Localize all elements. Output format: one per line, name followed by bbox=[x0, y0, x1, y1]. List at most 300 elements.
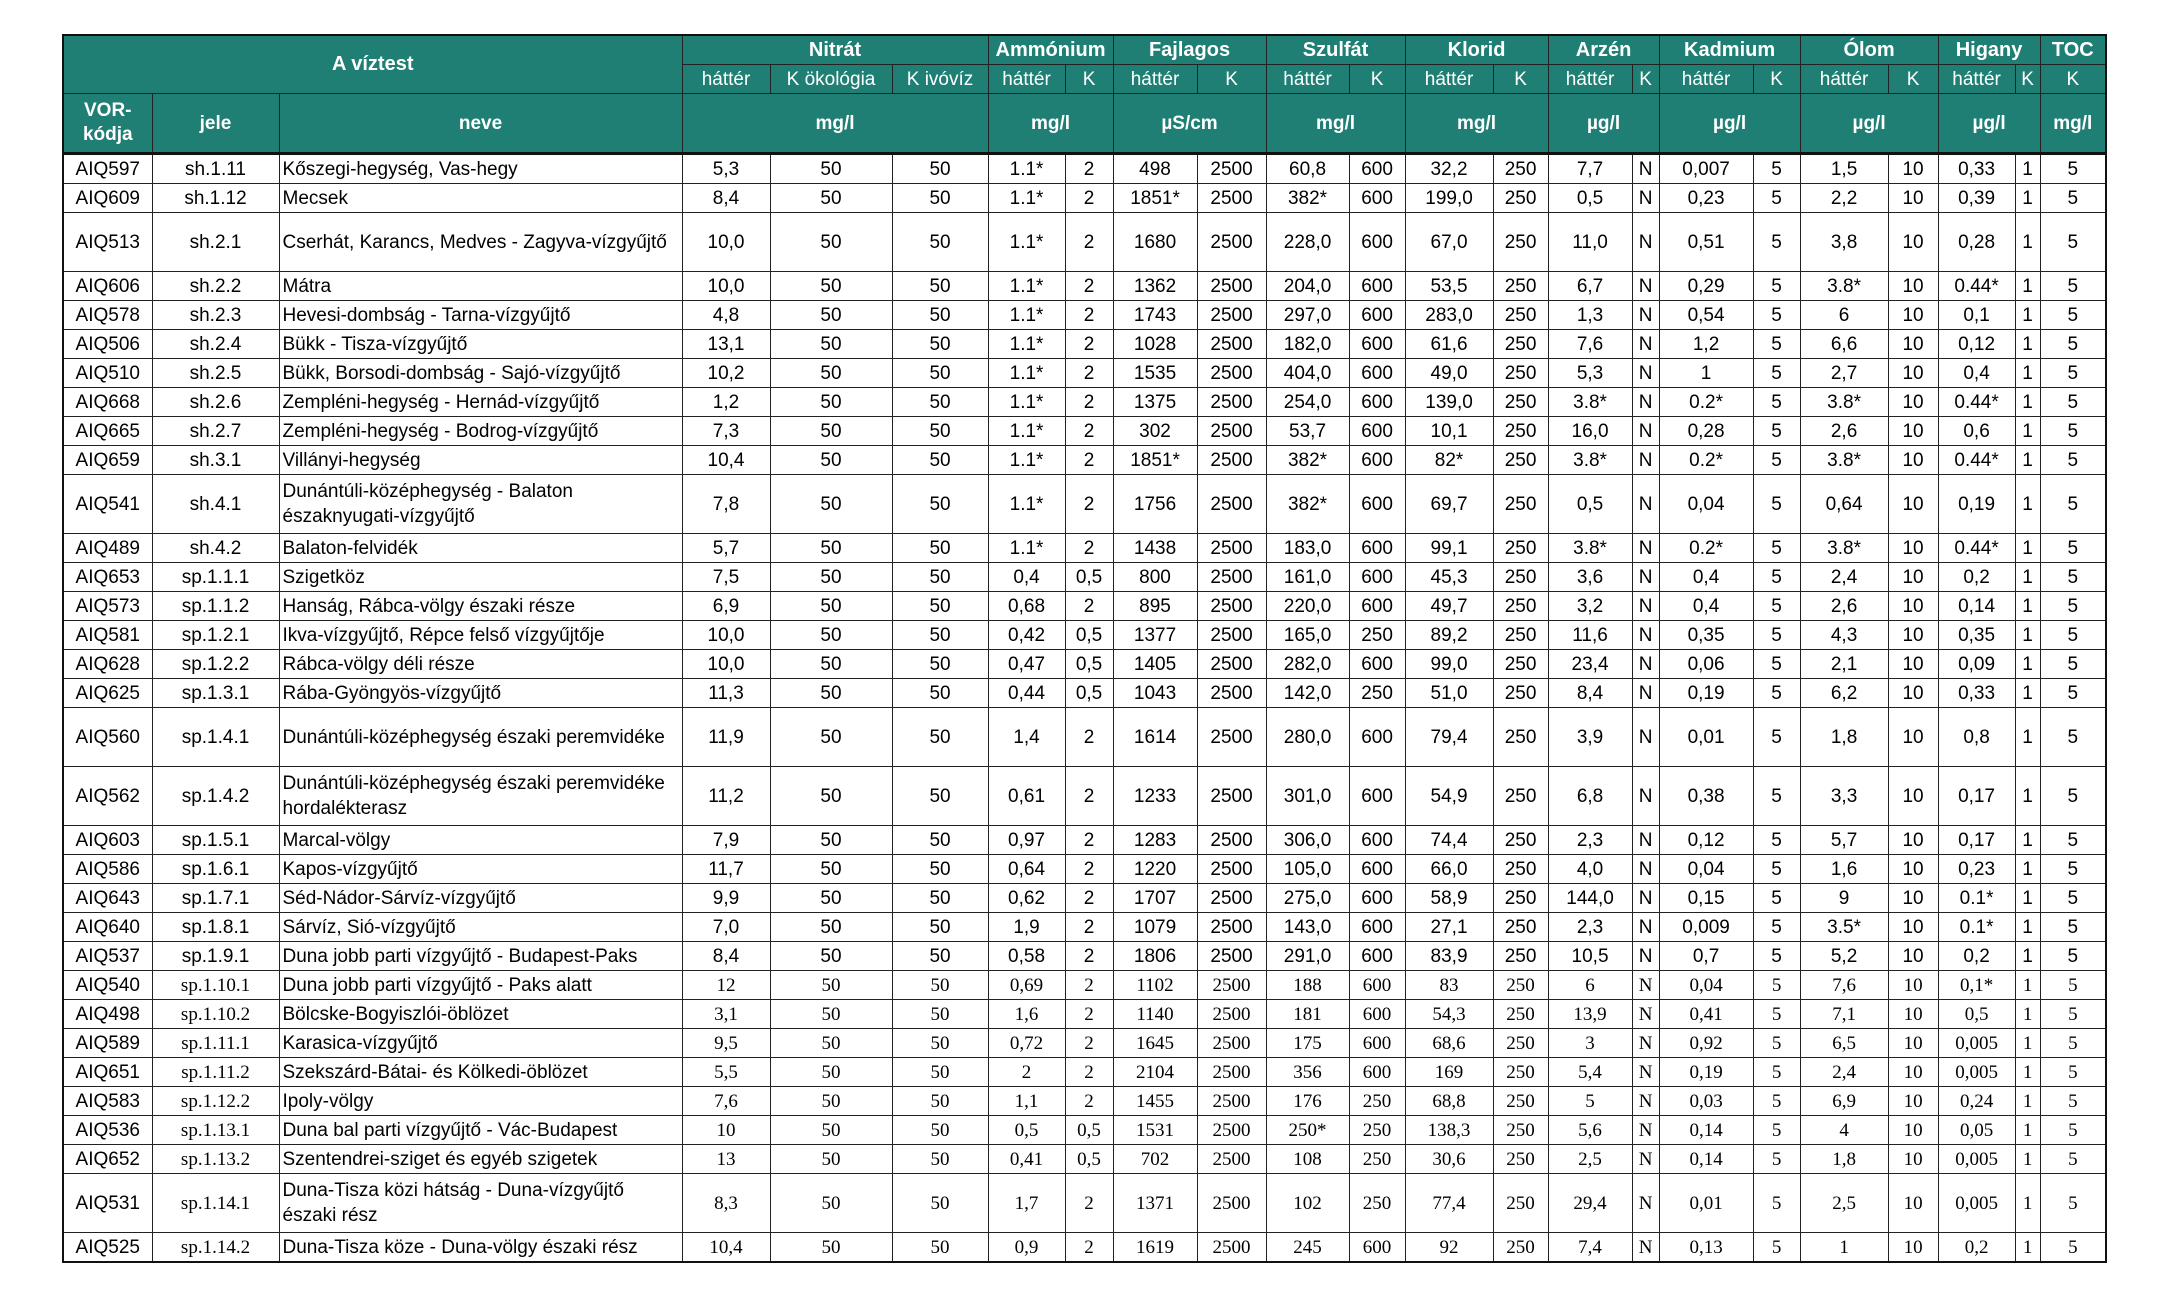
cell-ammonium-k: 2 bbox=[1065, 330, 1113, 359]
cell-fajlagos-hatter: 1851* bbox=[1113, 184, 1197, 213]
cell-fajlagos-hatter: 2104 bbox=[1113, 1058, 1197, 1087]
table-row bbox=[63, 272, 2106, 301]
cell-olom-hatter: 0,64 bbox=[1800, 475, 1888, 534]
cell-nitrat-k-okologia: 50 bbox=[770, 1029, 892, 1058]
header-sub: háttér bbox=[1405, 65, 1493, 94]
header-unit: mg/l bbox=[2040, 94, 2106, 154]
cell-klorid-hatter: 79,4 bbox=[1405, 708, 1493, 767]
cell-szulfat-hatter: 275,0 bbox=[1266, 884, 1349, 913]
cell-nitrat-k-ivoviz: 50 bbox=[892, 417, 988, 446]
cell-klorid-hatter: 61,6 bbox=[1405, 330, 1493, 359]
cell-klorid-hatter: 283,0 bbox=[1405, 301, 1493, 330]
cell-olom-k: 10 bbox=[1888, 272, 1938, 301]
table-row bbox=[63, 301, 2106, 330]
cell-vor-code: AIQ665 bbox=[63, 417, 152, 446]
cell-higany-k: 1 bbox=[2015, 1145, 2040, 1174]
cell-nitrat-k-ivoviz: 50 bbox=[892, 767, 988, 826]
cell-olom-k: 10 bbox=[1888, 330, 1938, 359]
cell-klorid-hatter: 66,0 bbox=[1405, 855, 1493, 884]
cell-jele: sp.1.4.1 bbox=[152, 708, 279, 767]
cell-arzen-k: N bbox=[1632, 913, 1659, 942]
cell-vor-code: AIQ628 bbox=[63, 650, 152, 679]
cell-szulfat-hatter: 382* bbox=[1266, 446, 1349, 475]
cell-szulfat-hatter: 280,0 bbox=[1266, 708, 1349, 767]
cell-higany-k: 1 bbox=[2015, 475, 2040, 534]
header-unit: µg/l bbox=[1800, 94, 1938, 154]
cell-ammonium-k: 2 bbox=[1065, 475, 1113, 534]
cell-vor-code: AIQ489 bbox=[63, 534, 152, 563]
cell-arzen-k: N bbox=[1632, 1058, 1659, 1087]
cell-kadmium-k: 5 bbox=[1753, 650, 1800, 679]
cell-ammonium-hatter: 2 bbox=[988, 1058, 1065, 1087]
cell-vor-code: AIQ581 bbox=[63, 621, 152, 650]
cell-kadmium-k: 5 bbox=[1753, 621, 1800, 650]
cell-nitrat-hatter: 10,0 bbox=[682, 272, 770, 301]
cell-higany-hatter: 0,2 bbox=[1938, 563, 2015, 592]
header-sub: K ökológia bbox=[770, 65, 892, 94]
cell-klorid-hatter: 92 bbox=[1405, 1233, 1493, 1263]
cell-olom-hatter: 3.8* bbox=[1800, 446, 1888, 475]
cell-nitrat-hatter: 13 bbox=[682, 1145, 770, 1174]
cell-szulfat-hatter: 188 bbox=[1266, 971, 1349, 1000]
cell-higany-k: 1 bbox=[2015, 679, 2040, 708]
cell-vor-code: AIQ668 bbox=[63, 388, 152, 417]
cell-nitrat-hatter: 9,9 bbox=[682, 884, 770, 913]
cell-kadmium-hatter: 0,41 bbox=[1659, 1000, 1753, 1029]
cell-neve: Duna bal parti vízgyűjtő - Vác-Budapest bbox=[279, 1116, 682, 1145]
cell-toc-k: 5 bbox=[2040, 1233, 2106, 1263]
cell-toc-k: 5 bbox=[2040, 475, 2106, 534]
cell-fajlagos-hatter: 1851* bbox=[1113, 446, 1197, 475]
cell-arzen-hatter: 7,7 bbox=[1548, 154, 1632, 184]
cell-arzen-k: N bbox=[1632, 767, 1659, 826]
cell-neve: Dunántúli-középhegység északi peremvidéke bbox=[279, 708, 682, 767]
cell-higany-hatter: 0.1* bbox=[1938, 913, 2015, 942]
cell-klorid-hatter: 67,0 bbox=[1405, 213, 1493, 272]
cell-arzen-hatter: 0,5 bbox=[1548, 475, 1632, 534]
cell-olom-hatter: 2,5 bbox=[1800, 1174, 1888, 1233]
cell-klorid-k: 250 bbox=[1493, 621, 1548, 650]
cell-nitrat-k-ivoviz: 50 bbox=[892, 446, 988, 475]
cell-klorid-hatter: 30,6 bbox=[1405, 1145, 1493, 1174]
cell-kadmium-k: 5 bbox=[1753, 184, 1800, 213]
table-row bbox=[63, 855, 2106, 884]
cell-arzen-hatter: 2,3 bbox=[1548, 913, 1632, 942]
cell-szulfat-k: 600 bbox=[1349, 1058, 1405, 1087]
cell-nitrat-hatter: 4,8 bbox=[682, 301, 770, 330]
cell-fajlagos-k: 2500 bbox=[1197, 184, 1266, 213]
cell-ammonium-hatter: 0,61 bbox=[988, 767, 1065, 826]
cell-fajlagos-k: 2500 bbox=[1197, 475, 1266, 534]
cell-olom-hatter: 2,6 bbox=[1800, 417, 1888, 446]
cell-nitrat-hatter: 7,6 bbox=[682, 1087, 770, 1116]
cell-arzen-k: N bbox=[1632, 184, 1659, 213]
cell-higany-hatter: 0.44* bbox=[1938, 446, 2015, 475]
cell-ammonium-k: 2 bbox=[1065, 359, 1113, 388]
cell-olom-hatter: 1,8 bbox=[1800, 1145, 1888, 1174]
cell-szulfat-k: 600 bbox=[1349, 650, 1405, 679]
cell-fajlagos-k: 2500 bbox=[1197, 913, 1266, 942]
header-group-szulfat: Szulfát bbox=[1266, 35, 1405, 65]
cell-klorid-k: 250 bbox=[1493, 154, 1548, 184]
cell-szulfat-k: 250 bbox=[1349, 1087, 1405, 1116]
cell-szulfat-hatter: 175 bbox=[1266, 1029, 1349, 1058]
cell-arzen-k: N bbox=[1632, 475, 1659, 534]
cell-neve: Séd-Nádor-Sárvíz-vízgyűjtő bbox=[279, 884, 682, 913]
cell-nitrat-hatter: 5,3 bbox=[682, 154, 770, 184]
cell-ammonium-hatter: 1.1* bbox=[988, 272, 1065, 301]
cell-vor-code: AIQ609 bbox=[63, 184, 152, 213]
cell-ammonium-hatter: 1.1* bbox=[988, 154, 1065, 184]
cell-klorid-k: 250 bbox=[1493, 330, 1548, 359]
cell-kadmium-hatter: 0,28 bbox=[1659, 417, 1753, 446]
cell-olom-hatter: 1,5 bbox=[1800, 154, 1888, 184]
cell-szulfat-hatter: 165,0 bbox=[1266, 621, 1349, 650]
cell-nitrat-hatter: 13,1 bbox=[682, 330, 770, 359]
cell-szulfat-hatter: 181 bbox=[1266, 1000, 1349, 1029]
cell-klorid-k: 250 bbox=[1493, 301, 1548, 330]
header-sub: háttér bbox=[1938, 65, 2015, 94]
cell-klorid-k: 250 bbox=[1493, 1058, 1548, 1087]
cell-nitrat-k-ivoviz: 50 bbox=[892, 213, 988, 272]
cell-toc-k: 5 bbox=[2040, 679, 2106, 708]
cell-jele: sp.1.8.1 bbox=[152, 913, 279, 942]
cell-szulfat-hatter: 382* bbox=[1266, 184, 1349, 213]
cell-toc-k: 5 bbox=[2040, 650, 2106, 679]
cell-nitrat-k-okologia: 50 bbox=[770, 1116, 892, 1145]
cell-nitrat-hatter: 10,0 bbox=[682, 213, 770, 272]
cell-nitrat-hatter: 8,4 bbox=[682, 942, 770, 971]
cell-ammonium-k: 2 bbox=[1065, 446, 1113, 475]
cell-higany-hatter: 0,28 bbox=[1938, 213, 2015, 272]
cell-arzen-k: N bbox=[1632, 592, 1659, 621]
cell-klorid-hatter: 58,9 bbox=[1405, 884, 1493, 913]
cell-ammonium-hatter: 1,4 bbox=[988, 708, 1065, 767]
cell-nitrat-k-ivoviz: 50 bbox=[892, 388, 988, 417]
cell-kadmium-k: 5 bbox=[1753, 913, 1800, 942]
cell-olom-k: 10 bbox=[1888, 913, 1938, 942]
cell-nitrat-k-ivoviz: 50 bbox=[892, 1058, 988, 1087]
cell-neve: Kőszegi-hegység, Vas-hegy bbox=[279, 154, 682, 184]
cell-kadmium-hatter: 0,4 bbox=[1659, 563, 1753, 592]
cell-kadmium-hatter: 0.2* bbox=[1659, 446, 1753, 475]
cell-fajlagos-hatter: 1707 bbox=[1113, 884, 1197, 913]
cell-higany-k: 1 bbox=[2015, 388, 2040, 417]
header-group-ammonium: Ammónium bbox=[988, 35, 1113, 65]
cell-klorid-k: 250 bbox=[1493, 1145, 1548, 1174]
cell-jele: sp.1.9.1 bbox=[152, 942, 279, 971]
cell-klorid-hatter: 89,2 bbox=[1405, 621, 1493, 650]
cell-klorid-k: 250 bbox=[1493, 213, 1548, 272]
cell-szulfat-hatter: 382* bbox=[1266, 475, 1349, 534]
cell-ammonium-hatter: 1.1* bbox=[988, 330, 1065, 359]
cell-kadmium-hatter: 0,12 bbox=[1659, 826, 1753, 855]
cell-neve: Cserhát, Karancs, Medves - Zagyva-vízgyűjtő bbox=[279, 213, 682, 272]
cell-kadmium-hatter: 0.2* bbox=[1659, 534, 1753, 563]
cell-higany-k: 1 bbox=[2015, 971, 2040, 1000]
cell-higany-hatter: 0,17 bbox=[1938, 767, 2015, 826]
cell-klorid-hatter: 169 bbox=[1405, 1058, 1493, 1087]
cell-toc-k: 5 bbox=[2040, 330, 2106, 359]
cell-olom-hatter: 4 bbox=[1800, 1116, 1888, 1145]
cell-kadmium-hatter: 1 bbox=[1659, 359, 1753, 388]
cell-szulfat-hatter: 220,0 bbox=[1266, 592, 1349, 621]
cell-jele: sh.3.1 bbox=[152, 446, 279, 475]
cell-kadmium-hatter: 0,04 bbox=[1659, 971, 1753, 1000]
cell-ammonium-k: 0,5 bbox=[1065, 679, 1113, 708]
cell-olom-k: 10 bbox=[1888, 534, 1938, 563]
cell-kadmium-hatter: 0,14 bbox=[1659, 1145, 1753, 1174]
table-row bbox=[63, 767, 2106, 826]
cell-ammonium-k: 2 bbox=[1065, 213, 1113, 272]
cell-olom-hatter: 7,6 bbox=[1800, 971, 1888, 1000]
cell-ammonium-k: 2 bbox=[1065, 1174, 1113, 1233]
cell-kadmium-hatter: 0,38 bbox=[1659, 767, 1753, 826]
header-sub: K bbox=[1197, 65, 1266, 94]
header-sub: K bbox=[1349, 65, 1405, 94]
cell-arzen-hatter: 144,0 bbox=[1548, 884, 1632, 913]
cell-arzen-k: N bbox=[1632, 272, 1659, 301]
cell-nitrat-k-okologia: 50 bbox=[770, 272, 892, 301]
cell-higany-k: 1 bbox=[2015, 1233, 2040, 1263]
cell-szulfat-k: 600 bbox=[1349, 884, 1405, 913]
cell-higany-hatter: 0,6 bbox=[1938, 417, 2015, 446]
cell-nitrat-hatter: 7,0 bbox=[682, 913, 770, 942]
cell-nitrat-k-okologia: 50 bbox=[770, 446, 892, 475]
cell-jele: sp.1.14.2 bbox=[152, 1233, 279, 1263]
cell-nitrat-hatter: 11,3 bbox=[682, 679, 770, 708]
cell-ammonium-k: 2 bbox=[1065, 388, 1113, 417]
cell-kadmium-k: 5 bbox=[1753, 330, 1800, 359]
cell-fajlagos-hatter: 1405 bbox=[1113, 650, 1197, 679]
cell-jele: sp.1.3.1 bbox=[152, 679, 279, 708]
cell-olom-k: 10 bbox=[1888, 767, 1938, 826]
cell-arzen-hatter: 29,4 bbox=[1548, 1174, 1632, 1233]
cell-fajlagos-hatter: 1079 bbox=[1113, 913, 1197, 942]
cell-olom-hatter: 1,6 bbox=[1800, 855, 1888, 884]
cell-ammonium-hatter: 1.1* bbox=[988, 388, 1065, 417]
cell-olom-hatter: 6,2 bbox=[1800, 679, 1888, 708]
cell-nitrat-k-okologia: 50 bbox=[770, 1087, 892, 1116]
cell-nitrat-hatter: 3,1 bbox=[682, 1000, 770, 1029]
cell-olom-k: 10 bbox=[1888, 446, 1938, 475]
cell-jele: sp.1.2.2 bbox=[152, 650, 279, 679]
cell-jele: sh.2.3 bbox=[152, 301, 279, 330]
cell-szulfat-k: 250 bbox=[1349, 1174, 1405, 1233]
cell-neve: Hanság, Rábca-völgy északi része bbox=[279, 592, 682, 621]
cell-arzen-k: N bbox=[1632, 1174, 1659, 1233]
cell-jele: sh.2.6 bbox=[152, 388, 279, 417]
cell-arzen-hatter: 7,6 bbox=[1548, 330, 1632, 359]
cell-ammonium-k: 0,5 bbox=[1065, 1145, 1113, 1174]
cell-kadmium-k: 5 bbox=[1753, 942, 1800, 971]
cell-kadmium-hatter: 0,14 bbox=[1659, 1116, 1753, 1145]
cell-nitrat-k-okologia: 50 bbox=[770, 417, 892, 446]
cell-klorid-hatter: 199,0 bbox=[1405, 184, 1493, 213]
cell-kadmium-hatter: 0,15 bbox=[1659, 884, 1753, 913]
cell-fajlagos-k: 2500 bbox=[1197, 272, 1266, 301]
cell-kadmium-hatter: 0,009 bbox=[1659, 913, 1753, 942]
cell-kadmium-k: 5 bbox=[1753, 971, 1800, 1000]
cell-toc-k: 5 bbox=[2040, 359, 2106, 388]
cell-szulfat-hatter: 254,0 bbox=[1266, 388, 1349, 417]
cell-nitrat-k-ivoviz: 50 bbox=[892, 330, 988, 359]
cell-jele: sp.1.14.1 bbox=[152, 1174, 279, 1233]
cell-fajlagos-k: 2500 bbox=[1197, 534, 1266, 563]
cell-nitrat-k-okologia: 50 bbox=[770, 154, 892, 184]
cell-ammonium-hatter: 0,72 bbox=[988, 1029, 1065, 1058]
cell-higany-k: 1 bbox=[2015, 213, 2040, 272]
data-table bbox=[62, 34, 2107, 1263]
header-group-higany: Higany bbox=[1938, 35, 2040, 65]
cell-ammonium-k: 2 bbox=[1065, 1233, 1113, 1263]
cell-toc-k: 5 bbox=[2040, 1174, 2106, 1233]
cell-ammonium-k: 2 bbox=[1065, 592, 1113, 621]
cell-higany-hatter: 0,2 bbox=[1938, 1233, 2015, 1263]
cell-higany-hatter: 0,33 bbox=[1938, 679, 2015, 708]
cell-ammonium-hatter: 0,44 bbox=[988, 679, 1065, 708]
cell-ammonium-hatter: 0,58 bbox=[988, 942, 1065, 971]
header-sub: K bbox=[2040, 65, 2106, 94]
cell-kadmium-k: 5 bbox=[1753, 826, 1800, 855]
cell-fajlagos-hatter: 1140 bbox=[1113, 1000, 1197, 1029]
cell-szulfat-hatter: 306,0 bbox=[1266, 826, 1349, 855]
cell-higany-hatter: 0.44* bbox=[1938, 388, 2015, 417]
cell-ammonium-hatter: 0,9 bbox=[988, 1233, 1065, 1263]
table-row bbox=[63, 534, 2106, 563]
cell-olom-hatter: 3.8* bbox=[1800, 388, 1888, 417]
cell-vor-code: AIQ586 bbox=[63, 855, 152, 884]
cell-vor-code: AIQ589 bbox=[63, 1029, 152, 1058]
header-group-fajlagos: Fajlagos bbox=[1113, 35, 1266, 65]
cell-kadmium-hatter: 0,23 bbox=[1659, 184, 1753, 213]
cell-nitrat-k-ivoviz: 50 bbox=[892, 1174, 988, 1233]
cell-szulfat-k: 600 bbox=[1349, 534, 1405, 563]
cell-klorid-k: 250 bbox=[1493, 1029, 1548, 1058]
cell-kadmium-hatter: 0,01 bbox=[1659, 708, 1753, 767]
cell-nitrat-k-okologia: 50 bbox=[770, 359, 892, 388]
cell-klorid-hatter: 83 bbox=[1405, 971, 1493, 1000]
header-unit: µg/l bbox=[1548, 94, 1659, 154]
cell-toc-k: 5 bbox=[2040, 1000, 2106, 1029]
table-row bbox=[63, 1233, 2106, 1263]
cell-fajlagos-hatter: 1028 bbox=[1113, 330, 1197, 359]
cell-arzen-k: N bbox=[1632, 855, 1659, 884]
cell-kadmium-k: 5 bbox=[1753, 388, 1800, 417]
table-row bbox=[63, 621, 2106, 650]
cell-fajlagos-k: 2500 bbox=[1197, 708, 1266, 767]
cell-olom-hatter: 3.5* bbox=[1800, 913, 1888, 942]
cell-szulfat-k: 600 bbox=[1349, 388, 1405, 417]
cell-higany-hatter: 0,12 bbox=[1938, 330, 2015, 359]
cell-szulfat-k: 250 bbox=[1349, 1116, 1405, 1145]
cell-olom-k: 10 bbox=[1888, 942, 1938, 971]
cell-kadmium-hatter: 0,04 bbox=[1659, 475, 1753, 534]
cell-olom-hatter: 5,7 bbox=[1800, 826, 1888, 855]
cell-klorid-hatter: 69,7 bbox=[1405, 475, 1493, 534]
cell-ammonium-k: 2 bbox=[1065, 884, 1113, 913]
cell-szulfat-k: 600 bbox=[1349, 767, 1405, 826]
cell-nitrat-k-okologia: 50 bbox=[770, 942, 892, 971]
cell-jele: sp.1.10.2 bbox=[152, 1000, 279, 1029]
cell-szulfat-hatter: 102 bbox=[1266, 1174, 1349, 1233]
cell-nitrat-k-okologia: 50 bbox=[770, 475, 892, 534]
cell-kadmium-k: 5 bbox=[1753, 301, 1800, 330]
header-group-olom: Ólom bbox=[1800, 35, 1938, 65]
cell-ammonium-hatter: 1.1* bbox=[988, 446, 1065, 475]
table-row bbox=[63, 1174, 2106, 1233]
cell-szulfat-k: 600 bbox=[1349, 708, 1405, 767]
cell-nitrat-hatter: 1,2 bbox=[682, 388, 770, 417]
cell-fajlagos-hatter: 1743 bbox=[1113, 301, 1197, 330]
cell-nitrat-k-ivoviz: 50 bbox=[892, 1087, 988, 1116]
cell-toc-k: 5 bbox=[2040, 1145, 2106, 1174]
cell-arzen-hatter: 5,6 bbox=[1548, 1116, 1632, 1145]
cell-neve: Bölcske-Bogyiszlói-öblözet bbox=[279, 1000, 682, 1029]
table-row bbox=[63, 1145, 2106, 1174]
cell-vor-code: AIQ573 bbox=[63, 592, 152, 621]
header-group-arzen: Arzén bbox=[1548, 35, 1659, 65]
cell-ammonium-hatter: 1.1* bbox=[988, 184, 1065, 213]
cell-olom-k: 10 bbox=[1888, 213, 1938, 272]
cell-vor-code: AIQ541 bbox=[63, 475, 152, 534]
cell-kadmium-k: 5 bbox=[1753, 855, 1800, 884]
cell-klorid-hatter: 138,3 bbox=[1405, 1116, 1493, 1145]
cell-olom-k: 10 bbox=[1888, 1174, 1938, 1233]
cell-fajlagos-k: 2500 bbox=[1197, 826, 1266, 855]
cell-szulfat-hatter: 183,0 bbox=[1266, 534, 1349, 563]
cell-olom-k: 10 bbox=[1888, 621, 1938, 650]
cell-neve: Sárvíz, Sió-vízgyűjtő bbox=[279, 913, 682, 942]
cell-olom-k: 10 bbox=[1888, 592, 1938, 621]
cell-szulfat-k: 250 bbox=[1349, 621, 1405, 650]
cell-klorid-k: 250 bbox=[1493, 971, 1548, 1000]
cell-klorid-hatter: 54,9 bbox=[1405, 767, 1493, 826]
header-group-nitrat: Nitrát bbox=[682, 35, 988, 65]
table-row bbox=[63, 592, 2106, 621]
table-row bbox=[63, 475, 2106, 534]
cell-nitrat-k-okologia: 50 bbox=[770, 650, 892, 679]
header-sub: K bbox=[2015, 65, 2040, 94]
cell-arzen-k: N bbox=[1632, 213, 1659, 272]
cell-fajlagos-k: 2500 bbox=[1197, 971, 1266, 1000]
cell-kadmium-k: 5 bbox=[1753, 708, 1800, 767]
cell-klorid-k: 250 bbox=[1493, 388, 1548, 417]
cell-kadmium-k: 5 bbox=[1753, 359, 1800, 388]
cell-higany-hatter: 0,33 bbox=[1938, 154, 2015, 184]
cell-vor-code: AIQ525 bbox=[63, 1233, 152, 1263]
cell-kadmium-k: 5 bbox=[1753, 1233, 1800, 1263]
cell-ammonium-k: 2 bbox=[1065, 154, 1113, 184]
cell-kadmium-k: 5 bbox=[1753, 213, 1800, 272]
cell-klorid-hatter: 74,4 bbox=[1405, 826, 1493, 855]
cell-klorid-hatter: 68,8 bbox=[1405, 1087, 1493, 1116]
cell-szulfat-hatter: 301,0 bbox=[1266, 767, 1349, 826]
cell-klorid-hatter: 99,0 bbox=[1405, 650, 1493, 679]
cell-fajlagos-hatter: 1233 bbox=[1113, 767, 1197, 826]
cell-nitrat-hatter: 7,8 bbox=[682, 475, 770, 534]
cell-higany-k: 1 bbox=[2015, 621, 2040, 650]
cell-vor-code: AIQ653 bbox=[63, 563, 152, 592]
cell-fajlagos-hatter: 895 bbox=[1113, 592, 1197, 621]
cell-arzen-hatter: 3 bbox=[1548, 1029, 1632, 1058]
cell-higany-hatter: 0,8 bbox=[1938, 708, 2015, 767]
cell-nitrat-hatter: 8,4 bbox=[682, 184, 770, 213]
cell-vor-code: AIQ603 bbox=[63, 826, 152, 855]
cell-nitrat-k-ivoviz: 50 bbox=[892, 359, 988, 388]
cell-ammonium-k: 2 bbox=[1065, 855, 1113, 884]
cell-fajlagos-k: 2500 bbox=[1197, 767, 1266, 826]
